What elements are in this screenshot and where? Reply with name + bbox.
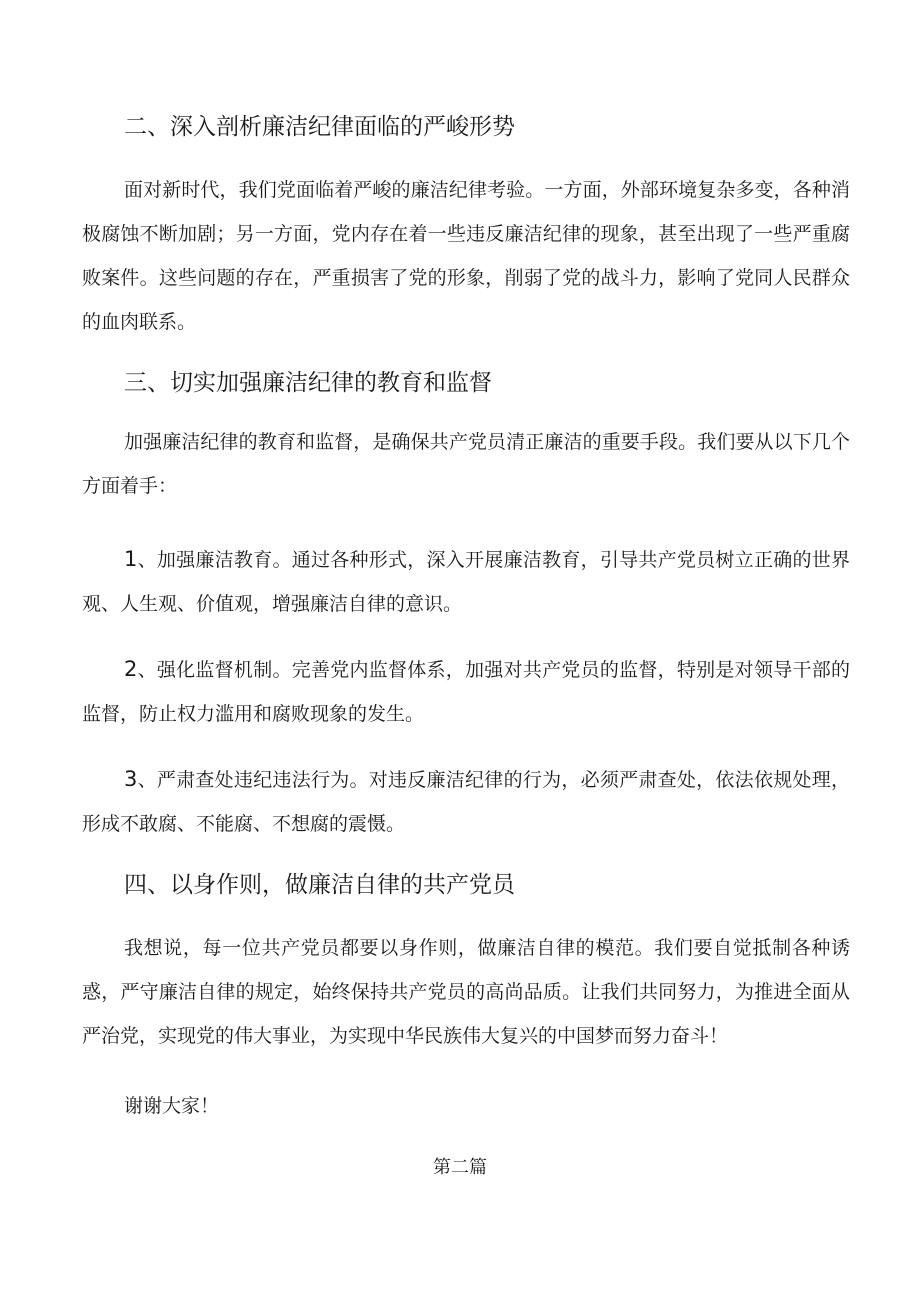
item-number: 1	[124, 547, 138, 571]
section-3-intro: 加强廉洁纪律的教育和监督，是确保共产党员清正廉洁的重要手段。我们要从以下几个方面着手：	[82, 431, 850, 497]
item-text: 、加强廉洁教育。通过各种形式，深入开展廉洁教育，引导共产党员树立正确的世界观、人生观、价值观，增强廉洁自律的意识。	[82, 549, 850, 615]
section-3-item-2	[82, 647, 850, 736]
section-heading-4: 四、以身作则，做廉洁自律的共产党员	[124, 872, 515, 898]
item-number: 2	[124, 657, 138, 681]
item-text: 、严肃查处违纪违法行为。对违反廉洁纪律的行为，必须严肃查处，依法依规处理，形成不敢腐、不能腐、不想腐的震慑。	[82, 769, 850, 835]
next-part-label: 第二篇	[433, 1157, 487, 1178]
item-number: 3	[124, 767, 138, 791]
item-text: 、强化监督机制。完善党内监督体系，加强对共产党员的监督，特别是对领导干部的监督，防止权力滥用和腐败现象的发生。	[82, 659, 850, 725]
section-2-paragraph: 面对新时代，我们党面临着严峻的廉洁纪律考验。一方面，外部环境复杂多变，各种消极腐蚀不断加剧；另一方面，党内存在着一些违反廉洁纪律的现象，甚至出现了一些严重腐败案件。这些问题的存在，严重损害了党的形象，削弱了党的战斗力，影响了党同人民群众的血肉联系。	[82, 179, 850, 333]
section-heading-3: 三、切实加强廉洁纪律的教育和监督	[124, 370, 492, 396]
section-4-paragraph: 我想说，每一位共产党员都要以身作则，做廉洁自律的模范。我们要自觉抵制各种诱惑，严守廉洁自律的规定，始终保持共产党员的高尚品质。让我们共同努力，为推进全面从严治党，实现党的伟大事业，为实现中华民族伟大复兴的中国梦而努力奋斗！	[82, 937, 850, 1047]
closing-line: 谢谢大家！	[124, 1095, 220, 1117]
section-3-item-1	[82, 537, 850, 626]
section-heading-2: 二、深入剖析廉洁纪律面临的严峻形势	[124, 114, 515, 140]
section-3-item-3	[82, 757, 850, 846]
